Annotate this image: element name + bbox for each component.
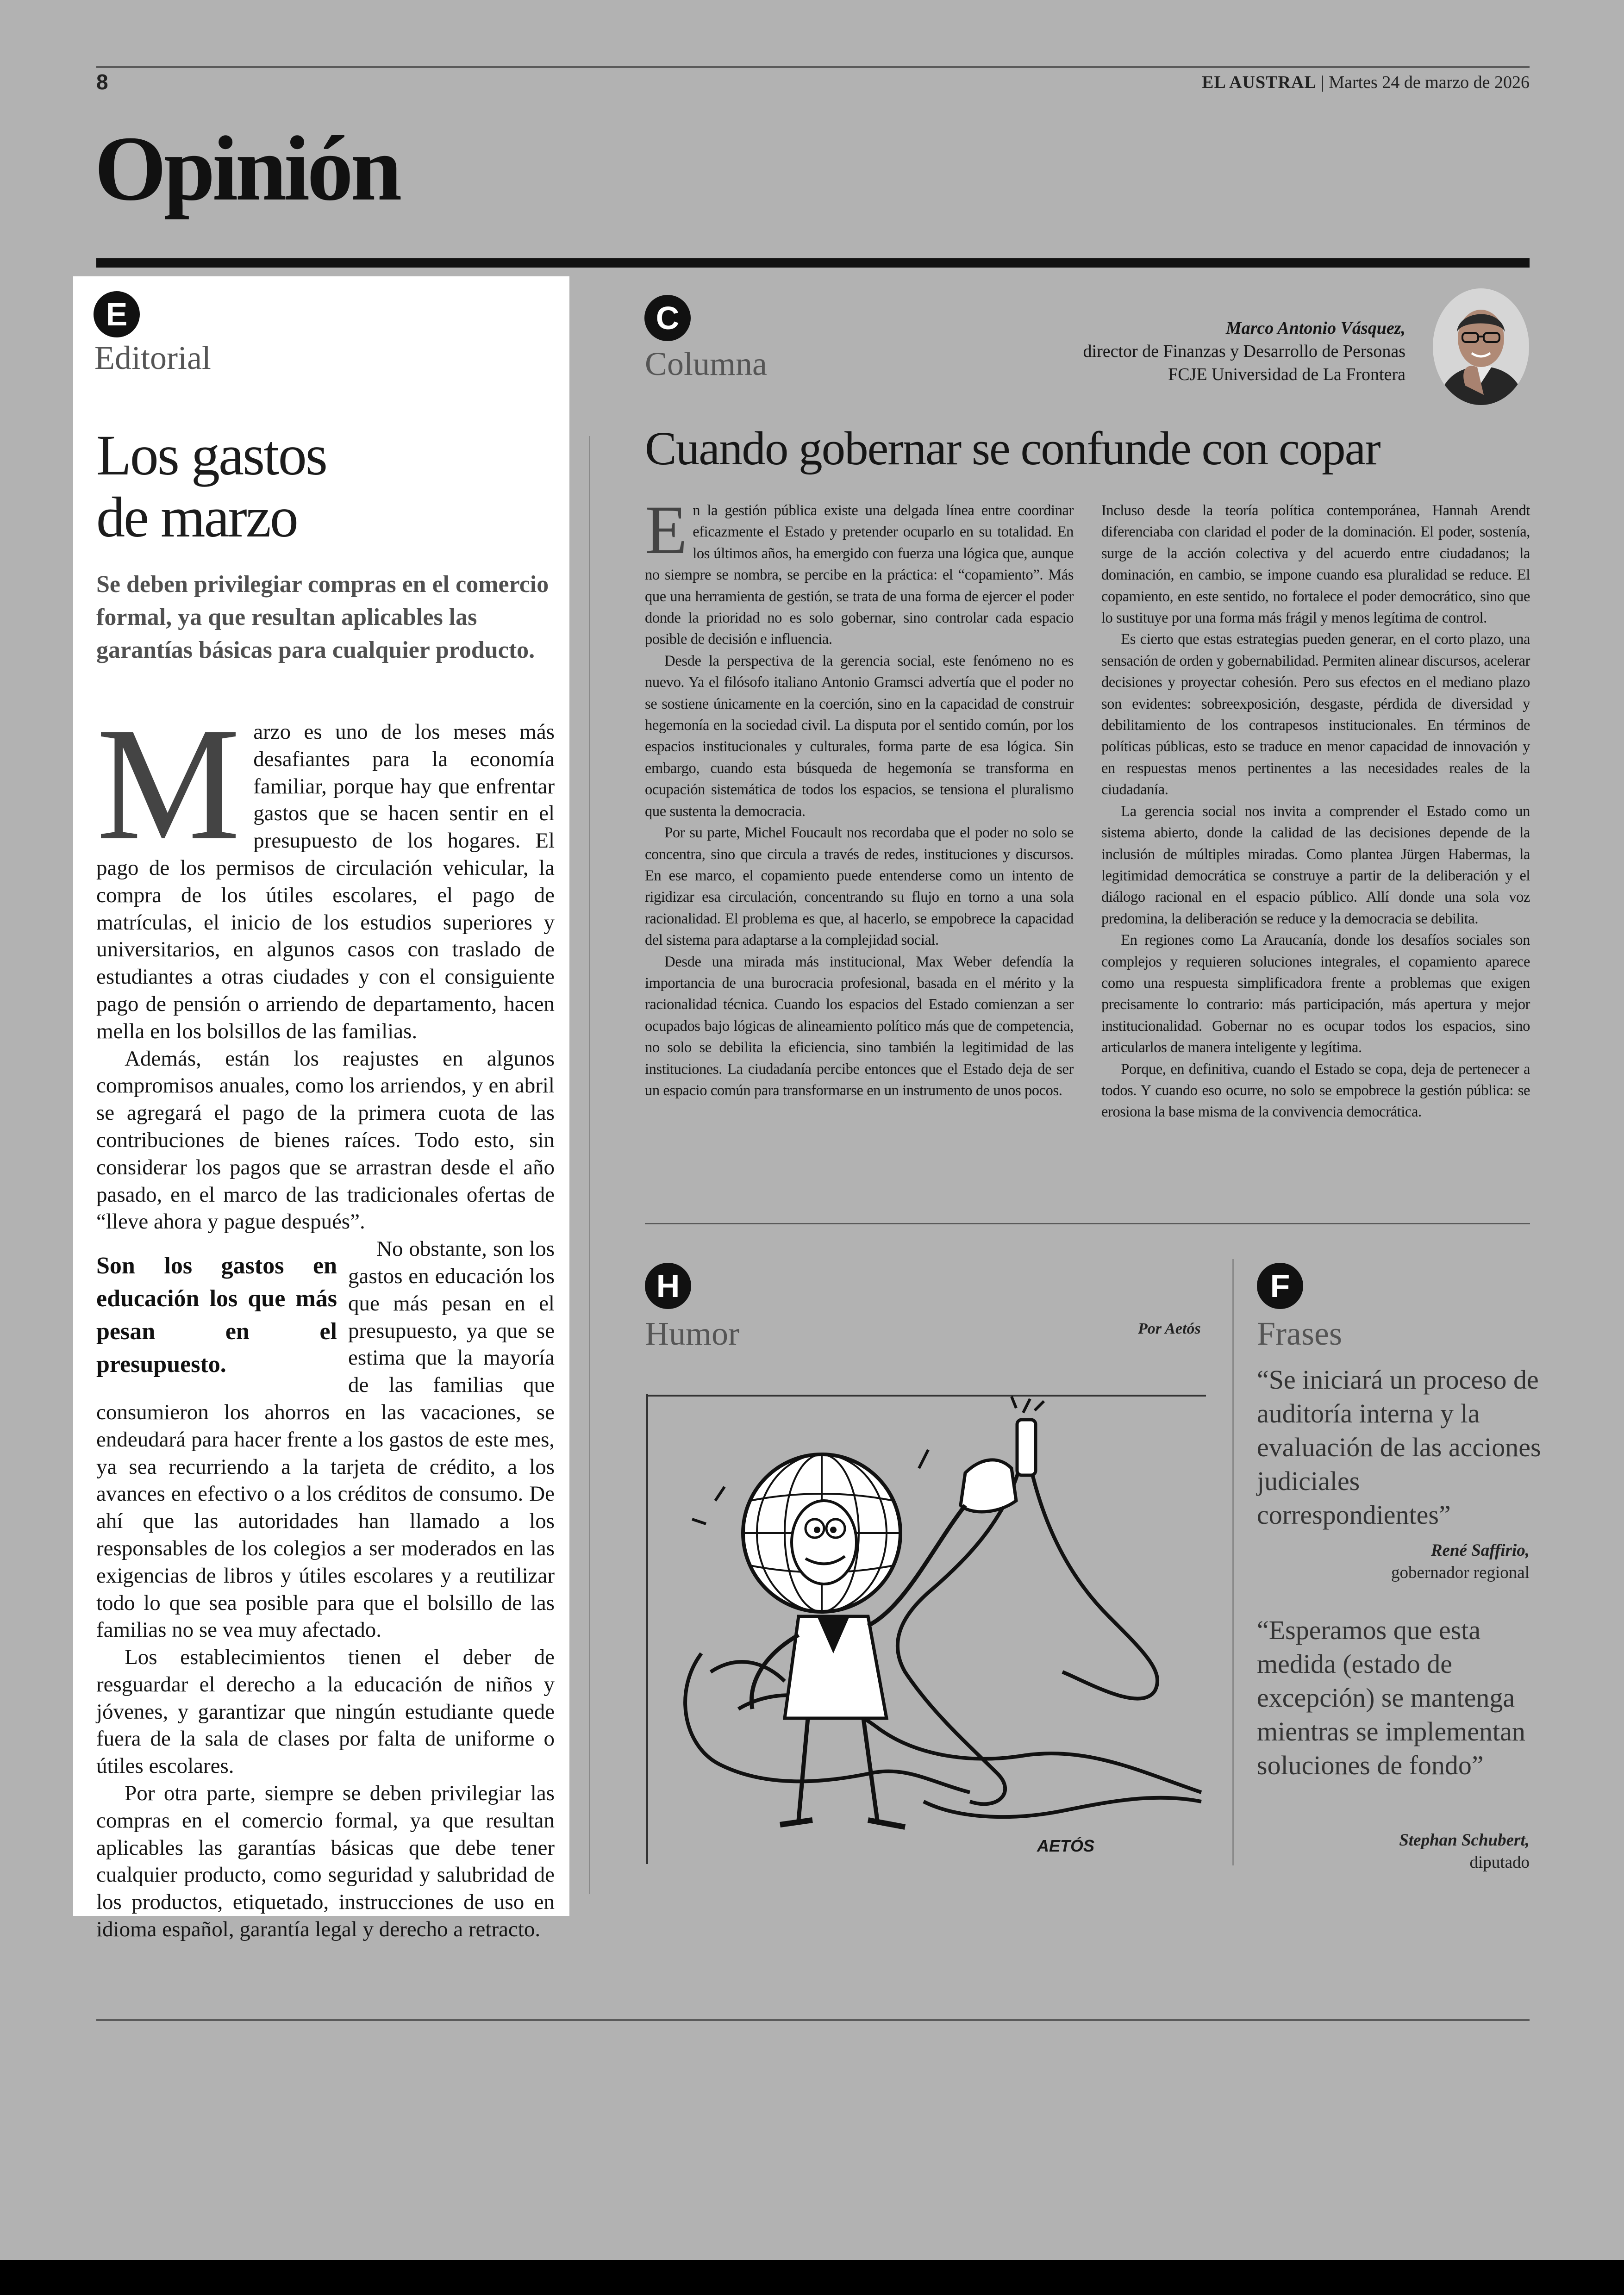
quote-2: “Esperamos que esta medida (estado de excepción) se mantenga mientras se implementan soluciones de fondo” [1257,1615,1525,1780]
author-photo [1433,288,1529,405]
editorial-paragraph: Por otra parte, siempre se deben privilegiar las compras en el comercio formal, ya que resultan aplicables las garantías básicas que debe tener cualquier producto, como seguridad y salubridad de los productos, etiquetado, instrucciones de uso en idioma español, garantía legal y derecho a retracto. [96,1781,555,1942]
quote-1: “Se iniciará un proceso de auditoría interna y la evaluación de las acciones judiciales correspondientes” [1257,1365,1541,1530]
quote-1-role: gobernador regional [1391,1563,1530,1582]
quote-2-role: diputado [1469,1853,1530,1872]
author-name: Marco Antonio Vásquez, [1225,318,1405,338]
editorial-paragraph: No obstante, son los gastos en educación los que más pesan en el presupuesto, ya que se estima que la mayoría de las familias que consumieron los ahorros en las vacaciones, se endeudará para hacer frente a los gastos de este mes, ya sea recurriendo a la tarjeta de crédito, a los avances en efectivo o a los créditos de consumo. De ahí que las autoridades han llamado a los responsables de los colegios a ser moderados en las exigencias de libros y útiles escolares y a reutilizar todo lo que sea posible para que el bolsillo de las familias no se vea muy afectado. [96,1237,555,1642]
frases-kicker: Frases [1257,1315,1342,1352]
editorial-headline-line2: de marzo [96,486,297,549]
header-thick-rule [96,258,1530,268]
column-paragraph: Desde la perspectiva de la gerencia social, este fenómeno no es nuevo. Ya el filósofo italiano Antonio Gramsci advertía que el poder no se sostiene únicamente en la coerción, sino en la capacidad de construir hegemonía en la sociedad civil. La disputa por el sentido común, por los espacios institucionales y culturales, forma parte de esa lógica. Sin embargo, cuando esta búsqueda de hegemonía se transforma en ocupación sistemática de todos los espacios, se tensiona el pluralismo que sustenta la democracia. [645,652,1074,820]
editorial-pullquote: Son los gastos en educación los que más pesan en el presupuesto. [96,1253,337,1378]
editorial-headline-line1: Los gastos [96,424,326,487]
editorial-kicker: Editorial [94,339,211,376]
section-title: Opinión [94,118,400,220]
column-kicker: Columna [645,345,767,382]
column-paragraph: n la gestión pública existe una delgada línea entre coordinar eficazmente el Estado y pretender ocuparlo en su totalidad. En los últimos años, ha emergido con fuerza una lógica que, aunque no siempre se nombra, se percibe en la práctica: el “copamiento”. Más que una herramienta de gestión, se trata de una forma de ejercer el poder donde la prioridad no es solo gobernar, sino controlar cada espacio posible de decisión e influencia. [645,502,1074,648]
publication-info [1202,72,1530,93]
footer-bar [0,2260,1624,2295]
editorial-paragraph: Además, están los reajustes en algunos compromisos anuales, como los arriendos, y en abril se agregará el pago de la primera cuota de las contribuciones de bienes raíces. Todo esto, sin considerar los pagos que se arrastran desde el año pasado, en el marco de las tradicionales ofertas de “lleve ahora y pague después”. [96,1046,555,1234]
editorial-headline [96,424,326,549]
author-role: director de Finanzas y Desarrollo de Personas [1083,342,1405,361]
column-paragraph: En regiones como La Araucanía, donde los desafíos sociales son complejos y requieren soluciones integrales, el copamiento aparece como una respuesta simplificadora frente a problemas que exigen precisamente lo contrario: más participación, más apertura y mejor institucionalidad. Gobernar no es ocupar todos los espacios, sino articularlos de manera inteligente y legítima. [1101,932,1530,1056]
editorial-paragraph: Los establecimientos tienen el deber de resguardar el derecho a la educación de niños y jóvenes, y garantizar que ningún estudiante quede fuera de la sala de clases por falta de uniforme o útiles escolares. [96,1645,555,1778]
column-paragraph: Incluso desde la teoría política contemporánea, Hannah Arendt diferenciaba con claridad el poder de la dominación. El poder, sostenía, surge de la acción colectiva y del acuerdo entre ciudadanos; la dominación, en cambio, se impone cuando esa pluralidad se reduce. El copamiento, en este sentido, no fortalece el poder democrático, sino que lo sustituye por una forma más frágil y menos legítima de control. [1101,502,1530,627]
cartoon-illustration [646,1394,1208,1865]
quote-1-author: René Saffirio, [1430,1541,1530,1560]
author-affiliation: FCJE Universidad de La Frontera [1168,365,1405,384]
quote-2-author: Stephan Schubert, [1399,1831,1530,1850]
editorial-badge: E [94,291,140,337]
humor-byline: Por Aetós [1138,1320,1201,1337]
column-paragraph: Porque, en definitiva, cuando el Estado se copa, deja de pertenecer a todos. Y cuando eso ocurre, no solo se empobrece la gestión pública: se erosiona la base misma de la convivencia democrática. [1101,1060,1530,1121]
editorial-body [96,694,555,1943]
quote-2-attribution [1399,1829,1530,1874]
cartoon-signature: AETÓS [1037,1836,1095,1855]
editorial-paragraph: arzo es uno de los meses más desafiantes para la economía familiar, porque hay que enfrentar gastos que se hacen sentir en el presupuesto de los hogares. El pago de los permisos de circulación vehicular, la compra de los útiles escolares, el pago de matrículas, el inicio de los estudios superiores y universitarios, en algunos casos con traslado de estudiantes a otras ciudades y con el consiguiente pago de pensión o arriendo de departamento, hacen mella en los bolsillos de las familias. [96,720,555,1043]
column-paragraph: Por su parte, Michel Foucault nos recordaba que el poder no solo se concentra, sino que circula a través de redes, instituciones y discursos. En ese marco, el copamiento puede entenderse como un intento de rigidizar esa circulación, concentrando su flujo en torno a una sola racionalidad. El problema es que, al hacerlo, se empobrece la capacidad del sistema para adaptarse a la complejidad social. [645,824,1074,949]
column-bottom-rule [645,1223,1530,1224]
column-paragraph: Es cierto que estas estrategias pueden generar, en el corto plazo, una sensación de orden y gobernabilidad. Permiten alinear discursos, acelerar decisiones y proyectar cohesión. Pero sus efectos en el mediano plazo son evidentes: sobreexposición, desgaste, pérdida de diversidad y debilitamiento de los contrapesos institucionales. En términos de políticas públicas, esto se traduce en menor capacidad de innovación y en respuestas menos pertinentes a las necesidades reales de la ciudadanía. [1101,631,1530,798]
column-headline: Cuando gobernar se confunde con copar [645,422,1380,475]
column-body [645,492,1530,1123]
quote-1-attribution [1391,1540,1530,1584]
humor-badge: H [645,1263,691,1309]
frases-badge: F [1257,1263,1303,1309]
column-dropcap: E [645,492,687,568]
column-paragraph: Desde una mirada más institucional, Max Weber defendía la importancia de una burocracia profesional, basada en el mérito y la racionalidad técnica. Cuando los espacios del Estado comienzan a ser ocupados bajo lógicas de alineamiento político más que de competencia, no solo se debilita la eficiencia, sino también la legitimidad de las instituciones. La ciudadanía percibe entonces que el Estado deja de ser un espacio común para transformarse en un instrumento de unos pocos. [645,953,1074,1099]
humor-cartoon [646,1394,1208,1865]
author-portrait-image [1433,288,1529,405]
publication-date: | Martes 24 de marzo de 2026 [1321,73,1530,92]
humor-kicker: Humor [645,1315,739,1352]
editorial-dropcap: M [96,694,241,873]
column-divider [589,436,590,1894]
humor-frases-divider [1232,1259,1234,1865]
bottom-rule [96,2019,1530,2021]
page-number: 8 [96,70,108,94]
editorial-panel [73,276,569,1942]
column-badge: C [644,295,691,341]
publication-name: EL AUSTRAL [1202,73,1317,92]
column-author [1083,317,1405,386]
editorial-deck: Se deben privilegiar compras en el comercio formal, ya que resultan aplicables las garantías básicas para cualquier producto. [96,571,549,663]
column-paragraph: La gerencia social nos invita a comprender el Estado como un sistema abierto, donde la calidad de las decisiones depende de la inclusión de múltiples miradas. Como plantea Jürgen Habermas, la legitimidad democrática se construye a partir de la deliberación y el diálogo racional en el espacio público. Allí donde una sola voz predomina, la deliberación se reduce y la democracia se debilita. [1101,803,1530,927]
top-rule [96,66,1530,68]
